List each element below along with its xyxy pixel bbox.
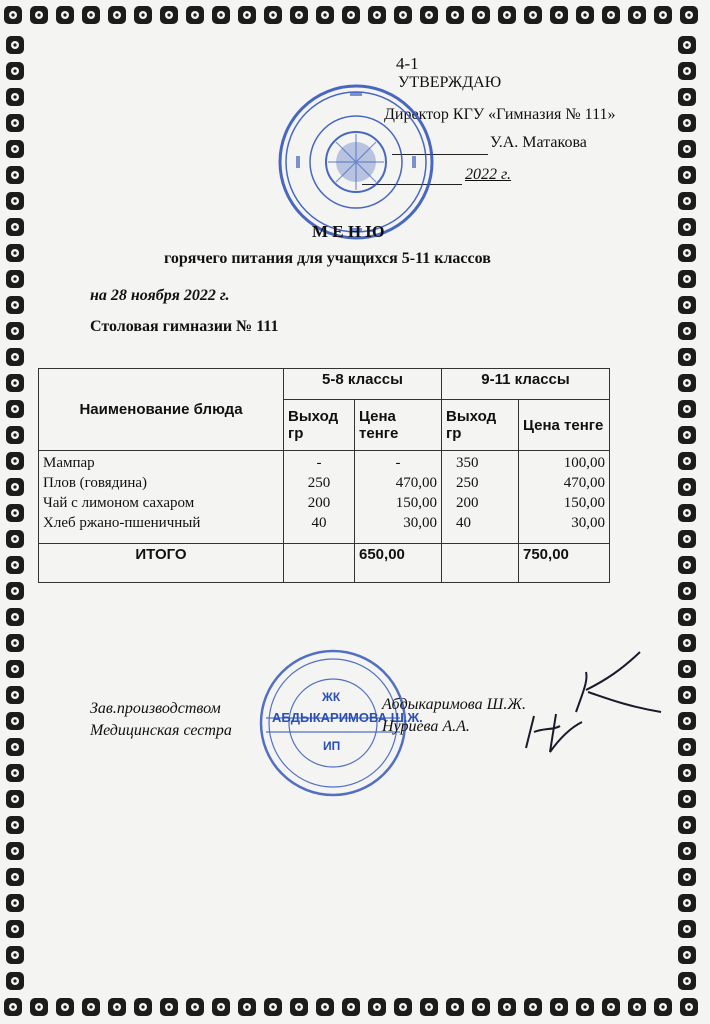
nurse-role: Медицинская сестра [90, 722, 232, 739]
ornament-icon [676, 970, 698, 992]
ornament-icon [4, 970, 26, 992]
canteen-name: Столовая гимназии № 111 [90, 318, 279, 335]
ornament-icon [132, 996, 154, 1018]
ornament-icon [418, 4, 440, 26]
menu-table [38, 368, 610, 583]
price-value: 30,00 [571, 515, 605, 531]
ornament-icon [80, 4, 102, 26]
ip-stamp-top-text: ЖК [322, 690, 341, 704]
ornament-icon [676, 528, 698, 550]
ornament-icon [470, 4, 492, 26]
ornament-icon [314, 996, 336, 1018]
ornament-icon [676, 866, 698, 888]
ornament-icon [676, 944, 698, 966]
ornament-icon [676, 268, 698, 290]
total-empty-cell-2 [442, 544, 519, 583]
ornament-icon [676, 112, 698, 134]
ip-stamp-name-text: АБДЫКАРИМОВА Ш.Ж. [272, 710, 423, 725]
ornament-icon [4, 814, 26, 836]
output-value: 250 [456, 475, 479, 491]
price-value: 30,00 [403, 515, 437, 531]
ornament-icon [676, 502, 698, 524]
ornament-icon [4, 242, 26, 264]
price-value: 150,00 [395, 495, 437, 511]
ornament-icon [522, 4, 544, 26]
output-value: 200 [307, 495, 331, 511]
handwritten-signature-2 [520, 708, 600, 758]
ornament-icon [4, 112, 26, 134]
output-value: 40 [456, 515, 471, 531]
ornament-icon [340, 4, 362, 26]
ornament-icon [676, 814, 698, 836]
ornament-icon [392, 4, 414, 26]
ornament-icon [366, 996, 388, 1018]
total-label: ИТОГО [135, 546, 187, 563]
price-cell-1 [355, 451, 442, 544]
ornament-icon [600, 4, 622, 26]
ornament-icon [676, 606, 698, 628]
ornament-icon [4, 424, 26, 446]
ornament-icon [4, 606, 26, 628]
ornament-icon [4, 632, 26, 654]
price-cell-2 [519, 451, 610, 544]
ornament-icon [4, 528, 26, 550]
ornament-icon [676, 138, 698, 160]
ornament-icon [392, 996, 414, 1018]
output-header-2-label: Выход гр [446, 408, 497, 442]
ornament-icon [676, 840, 698, 862]
output-cell-1 [284, 451, 355, 544]
ornament-icon [676, 424, 698, 446]
price-value: 150,00 [563, 495, 605, 511]
ornament-icon [678, 4, 700, 26]
ornament-icon [4, 190, 26, 212]
ornament-icon [4, 398, 26, 420]
ornament-icon [548, 4, 570, 26]
price-value: 100,00 [563, 455, 605, 471]
ornament-icon [288, 4, 310, 26]
ornament-icon [2, 996, 24, 1018]
total-row [39, 544, 610, 583]
ornament-icon [676, 788, 698, 810]
total-value-1: 650,00 [359, 546, 405, 563]
production-manager-name: Абдыкаримова Ш.Ж. [382, 696, 526, 713]
ornament-icon [626, 996, 648, 1018]
ornament-icon [676, 554, 698, 576]
ornament-icon [4, 762, 26, 784]
ornament-icon [4, 346, 26, 368]
total-label-cell [39, 544, 284, 583]
approval-year: 2022 г. [465, 166, 512, 183]
total-empty-cell-1 [284, 544, 355, 583]
ornament-icon [4, 736, 26, 758]
ornament-icon [676, 762, 698, 784]
output-header-1 [284, 400, 355, 451]
ornament-icon [4, 164, 26, 186]
group-9-11-header [442, 369, 610, 400]
dish-column-header [39, 369, 284, 451]
production-manager-role: Зав.производством [90, 700, 221, 717]
output-value: - [316, 455, 322, 471]
ornament-icon [106, 996, 128, 1018]
ornament-icon [4, 138, 26, 160]
ornament-icon [262, 996, 284, 1018]
total-cell-2 [519, 544, 610, 583]
ornament-icon [676, 320, 698, 342]
ornament-icon [676, 684, 698, 706]
ornament-icon [2, 4, 24, 26]
ip-stamp-bottom-text: ИП [323, 739, 341, 753]
output-cell-2 [442, 451, 519, 544]
ornament-icon [676, 164, 698, 186]
ornament-icon [4, 866, 26, 888]
ornament-icon [4, 658, 26, 680]
ornament-icon [676, 60, 698, 82]
ornament-icon [4, 788, 26, 810]
ornament-icon [652, 996, 674, 1018]
ornament-icon [4, 268, 26, 290]
output-value: 200 [456, 495, 479, 511]
price-header-2-label: Цена тенге [523, 416, 604, 434]
dish-name: Мампар [43, 455, 95, 471]
output-value: 350 [456, 455, 479, 471]
ornament-icon [522, 996, 544, 1018]
ornament-icon [676, 86, 698, 108]
ornament-icon [4, 710, 26, 732]
ornament-icon [444, 996, 466, 1018]
ornament-icon [676, 580, 698, 602]
ornament-icon [676, 294, 698, 316]
ornament-icon [132, 4, 154, 26]
group-9-11-label: 9-11 классы [481, 371, 570, 388]
ornament-icon [158, 4, 180, 26]
ornament-icon [4, 580, 26, 602]
ornament-icon [28, 996, 50, 1018]
group-5-8-header [284, 369, 442, 400]
dish-cell [39, 451, 284, 544]
menu-subtitle: горячего питания для учащихся 5-11 классов [164, 250, 491, 267]
ornament-icon [4, 840, 26, 862]
menu-date: на 28 ноября 2022 г. [90, 287, 230, 304]
output-header-2 [442, 400, 519, 451]
ornament-icon [4, 216, 26, 238]
ornament-icon [676, 346, 698, 368]
ornament-icon [4, 34, 26, 56]
ornament-icon [676, 450, 698, 472]
ornament-icon [676, 632, 698, 654]
menu-items-row [39, 451, 610, 544]
ornament-icon [262, 4, 284, 26]
ornament-icon [676, 658, 698, 680]
menu-title: М Е Н Ю [312, 222, 385, 241]
ornament-icon [4, 892, 26, 914]
ornament-icon [676, 216, 698, 238]
ornament-icon [676, 34, 698, 56]
ornament-icon [106, 4, 128, 26]
dish-name: Чай с лимоном сахаром [43, 495, 195, 511]
ornament-icon [184, 996, 206, 1018]
price-header-2 [519, 400, 610, 451]
ornament-icon [548, 996, 570, 1018]
dish-name: Плов (говядина) [43, 475, 148, 491]
ornament-icon [184, 4, 206, 26]
ornament-border-bottom [2, 996, 700, 1018]
ornament-icon [158, 996, 180, 1018]
ornament-icon [4, 372, 26, 394]
ornament-icon [4, 918, 26, 940]
ornament-icon [4, 554, 26, 576]
ornament-icon [470, 996, 492, 1018]
ornament-icon [574, 4, 596, 26]
ornament-icon [4, 320, 26, 342]
ornament-icon [676, 372, 698, 394]
ornament-icon [80, 996, 102, 1018]
ornament-icon [210, 996, 232, 1018]
ornament-border-left [4, 34, 26, 992]
ornament-icon [496, 4, 518, 26]
price-value: - [395, 455, 401, 471]
ornament-icon [600, 996, 622, 1018]
ornament-icon [4, 684, 26, 706]
total-cell-1 [355, 544, 442, 583]
ornament-icon [574, 996, 596, 1018]
ornament-icon [678, 996, 700, 1018]
ornament-icon [4, 60, 26, 82]
output-value: 250 [307, 475, 331, 491]
ornament-icon [236, 4, 258, 26]
ornament-icon [444, 4, 466, 26]
ornament-icon [4, 502, 26, 524]
ornament-border-right [676, 34, 698, 992]
price-value: 470,00 [563, 475, 605, 491]
ornament-icon [676, 476, 698, 498]
document-number: 4-1 [396, 54, 419, 73]
output-header-1-label: Выход гр [288, 408, 339, 442]
ornament-icon [288, 996, 310, 1018]
dish-name: Хлеб ржано-пшеничный [43, 515, 201, 531]
ornament-icon [28, 4, 50, 26]
dish-column-header-label: Наименование блюда [79, 401, 243, 418]
director-name: У.А. Матакова [490, 134, 587, 151]
ornament-icon [4, 294, 26, 316]
group-5-8-label: 5-8 классы [322, 371, 403, 388]
ornament-icon [4, 86, 26, 108]
ornament-border-top [2, 4, 700, 26]
director-title: Директор КГУ «Гимназия № 111» [384, 106, 616, 123]
approval-label: УТВЕРЖДАЮ [398, 74, 502, 91]
ornament-icon [4, 450, 26, 472]
ornament-icon [314, 4, 336, 26]
ornament-icon [340, 996, 362, 1018]
ornament-icon [676, 242, 698, 264]
ornament-icon [210, 4, 232, 26]
nurse-name: Нуриева А.А. [382, 718, 470, 735]
ornament-icon [54, 996, 76, 1018]
ornament-icon [676, 710, 698, 732]
school-stamp-image [276, 82, 436, 242]
ornament-icon [4, 476, 26, 498]
price-header-1-label: Цена тенге [359, 408, 399, 442]
ornament-icon [676, 736, 698, 758]
total-value-2: 750,00 [523, 546, 569, 563]
ornament-icon [366, 4, 388, 26]
ornament-icon [676, 918, 698, 940]
ornament-icon [54, 4, 76, 26]
ornament-icon [652, 4, 674, 26]
ornament-icon [626, 4, 648, 26]
price-header-1 [355, 400, 442, 451]
output-value: 40 [311, 515, 327, 531]
price-value: 470,00 [395, 475, 437, 491]
ornament-icon [676, 398, 698, 420]
ornament-icon [4, 944, 26, 966]
ornament-icon [418, 996, 440, 1018]
ornament-icon [236, 996, 258, 1018]
ornament-icon [676, 190, 698, 212]
ornament-icon [496, 996, 518, 1018]
ornament-icon [676, 892, 698, 914]
